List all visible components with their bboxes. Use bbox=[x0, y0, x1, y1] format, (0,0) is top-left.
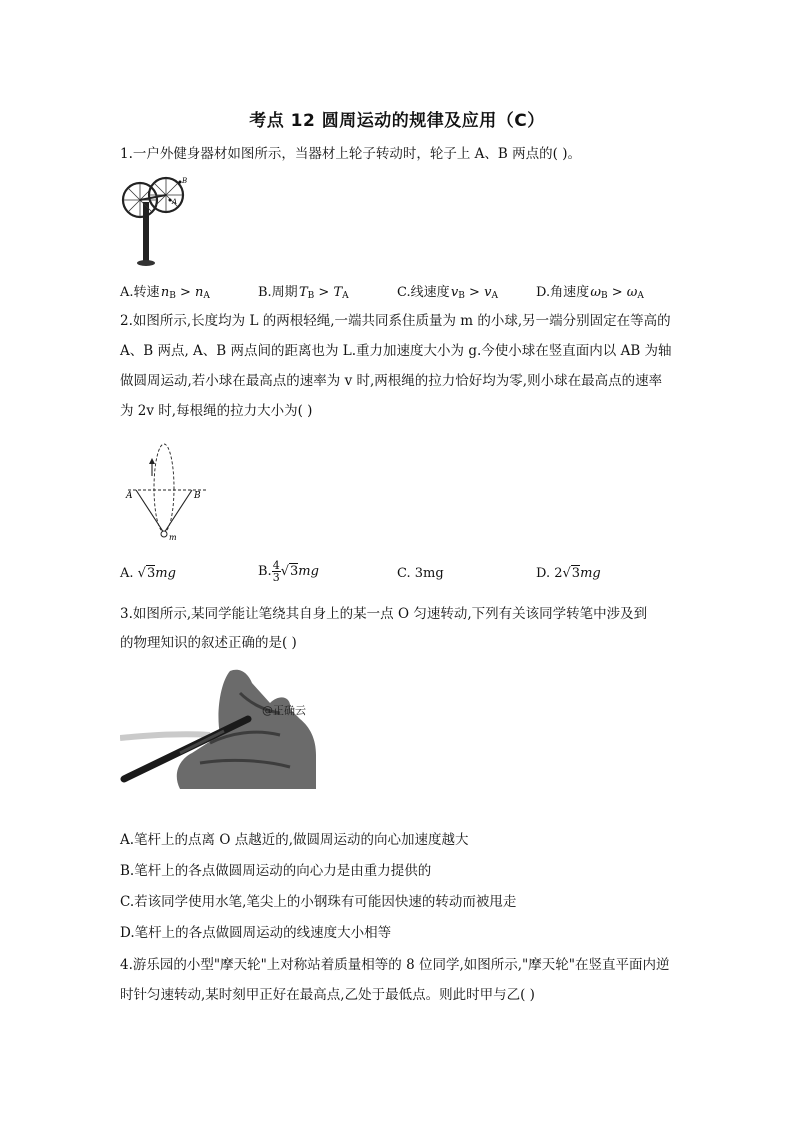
q4-line-1: 4.游乐园的小型"摩天轮"上对称站着质量相等的 8 位同学,如图所示,"摩天轮"在竖直平面内逆 bbox=[120, 957, 670, 973]
q3-line-1: 3.如图所示,某同学能让笔绕其自身上的某一点 O 匀速转动,下列有关该同学转笔中涉及到 bbox=[120, 606, 648, 622]
circular-path bbox=[154, 444, 174, 532]
q2-option-b: B. $\frac{4}{3}$ √3mg bbox=[258, 559, 319, 584]
q2-line-1: 2.如图所示,长度均为 L 的两根轻绳,一端共同系住质量为 m 的小球,另一端分别固定在等高的 bbox=[120, 313, 671, 329]
hand bbox=[177, 670, 316, 789]
point-b-label: B bbox=[182, 177, 188, 185]
rope-ball-figure bbox=[122, 440, 212, 542]
point-b-label: B bbox=[194, 491, 201, 501]
q2-option-d: D. 2√3mg bbox=[536, 566, 601, 581]
point-a-label: A bbox=[172, 198, 178, 206]
q1-option-d: D.角速度 $\omega_B > \omega_A$ bbox=[536, 285, 644, 301]
q4-line-2: 时针匀速转动,某时刻甲正好在最高点,乙处于最低点。则此时甲与乙( ) bbox=[120, 987, 535, 1003]
pen-spinning-photo bbox=[120, 663, 320, 793]
rope-b bbox=[164, 490, 192, 533]
wheel-post bbox=[143, 202, 149, 262]
q3-option-b: B.笔杆上的各点做圆周运动的向心力是由重力提供的 bbox=[120, 863, 432, 879]
q1-option-b: B.周期 $T_B > T_A$ bbox=[258, 285, 349, 301]
q1-option-c: C.线速度 $v_B > v_A$ bbox=[397, 285, 498, 301]
q2-line-2: A、B 两点, A、B 两点间的距离也为 L.重力加速度大小为 g.今使小球在竖直面内以 AB 为轴 bbox=[120, 343, 672, 359]
q1-stem: 1.一户外健身器材如图所示，当器材上轮子转动时，轮子上 A、B 两点的( )。 bbox=[120, 146, 581, 162]
q2-line-3: 做圆周运动,若小球在最高点的速率为 v 时,两根绳的拉力恰好均为零,则小球在最高点的速率 bbox=[120, 373, 663, 389]
q3-option-d: D.笔杆上的各点做圆周运动的线速度大小相等 bbox=[120, 925, 392, 941]
mass-label: m bbox=[169, 533, 177, 542]
q2-line-4: 为 2v 时,每根绳的拉力大小为( ) bbox=[120, 403, 313, 419]
rope-a bbox=[136, 490, 164, 533]
q1-option-a: A.转速 $n_B > n_A$ bbox=[120, 285, 210, 301]
ball bbox=[161, 531, 167, 537]
point-a-label: A bbox=[126, 491, 133, 501]
q2-option-a: A. √3mg bbox=[120, 566, 176, 581]
page-title: 考点 12 圆周运动的规律及应用（C） bbox=[249, 111, 545, 131]
watermark-text: @正确云 bbox=[262, 704, 306, 717]
wheel-base bbox=[137, 260, 155, 266]
q3-option-c: C.若该同学使用水笔,笔尖上的小钢珠有可能因快速的转动而被甩走 bbox=[120, 894, 517, 910]
fitness-wheel-figure bbox=[118, 172, 198, 268]
q3-option-a: A.笔杆上的点离 O 点越近的,做圆周运动的向心加速度越大 bbox=[120, 832, 469, 848]
q3-line-2: 的物理知识的叙述正确的是( ) bbox=[120, 635, 297, 651]
q2-option-c: C. 3mg bbox=[397, 566, 444, 581]
